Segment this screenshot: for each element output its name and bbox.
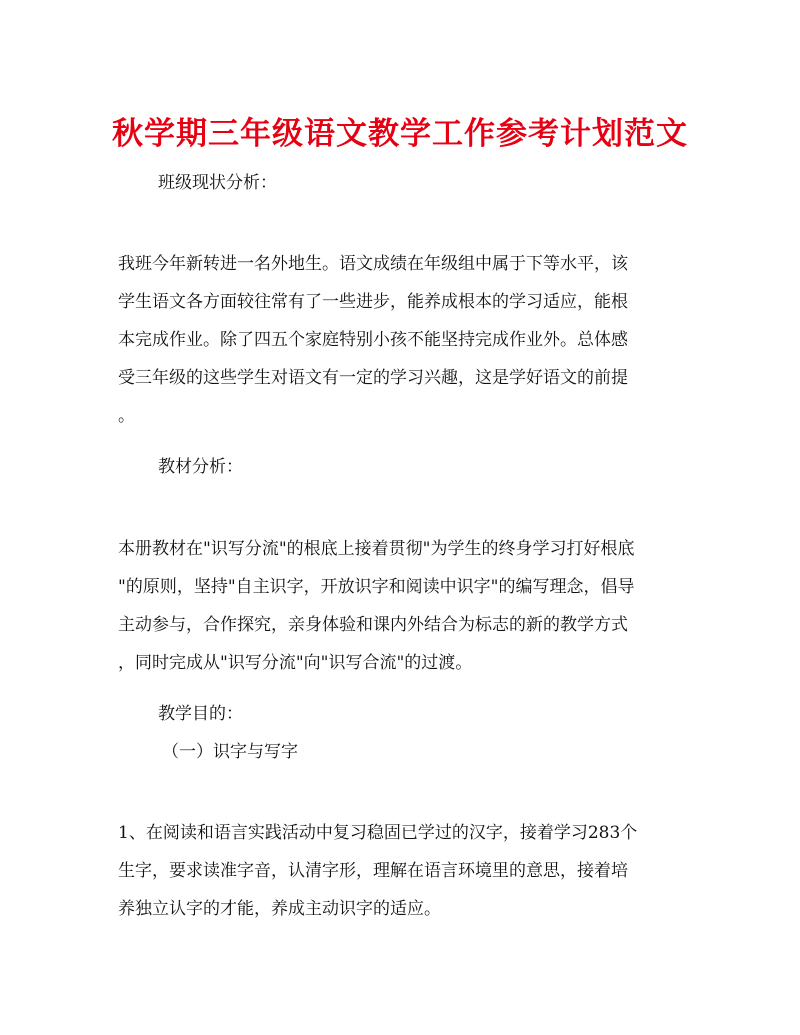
- section-heading-material-analysis: 教材分析：: [158, 457, 243, 477]
- document-title: 秋学期三年级语文教学工作参考计划范文: [112, 116, 688, 152]
- paragraph-line: 主动参与，合作探究，亲身体验和课内外结合为标志的新的教学方式: [118, 615, 628, 635]
- paragraph-line: 本完成作业。除了四五个家庭特别小孩不能坚持完成作业外。总体感: [118, 330, 628, 350]
- paragraph-line: 1、在阅读和语言实践活动中复习稳固已学过的汉字，接着学习283个: [118, 823, 638, 843]
- paragraph-line: 受三年级的这些学生对语文有一定的学习兴趣，这是学好语文的前提: [118, 368, 628, 388]
- paragraph-line: 。: [118, 406, 135, 426]
- section-heading-class-analysis: 班级现状分析：: [158, 173, 277, 193]
- section-heading-teaching-goals: 教学目的：: [158, 704, 243, 724]
- paragraph-line: 生字，要求读准字音，认清字形，理解在语言环境里的意思，接着培: [118, 861, 628, 881]
- subsection-heading-literacy-writing: （一）识字与写字: [162, 742, 298, 762]
- paragraph-line: "的原则，坚持"自主识字，开放识字和阅读中识字"的编写理念，倡导: [118, 577, 635, 597]
- paragraph-line: 养独立认字的才能，养成主动识字的适应。: [118, 899, 441, 919]
- paragraph-line: 我班今年新转进一名外地生。语文成绩在年级组中属于下等水平，该: [118, 254, 628, 274]
- paragraph-line: 本册教材在"识写分流"的根底上接着贯彻"为学生的终身学习打好根底: [118, 539, 635, 559]
- paragraph-line: ，同时完成从"识写分流"向"识写合流"的过渡。: [118, 653, 473, 673]
- paragraph-line: 学生语文各方面较往常有了一些进步，能养成根本的学习适应，能根: [118, 292, 628, 312]
